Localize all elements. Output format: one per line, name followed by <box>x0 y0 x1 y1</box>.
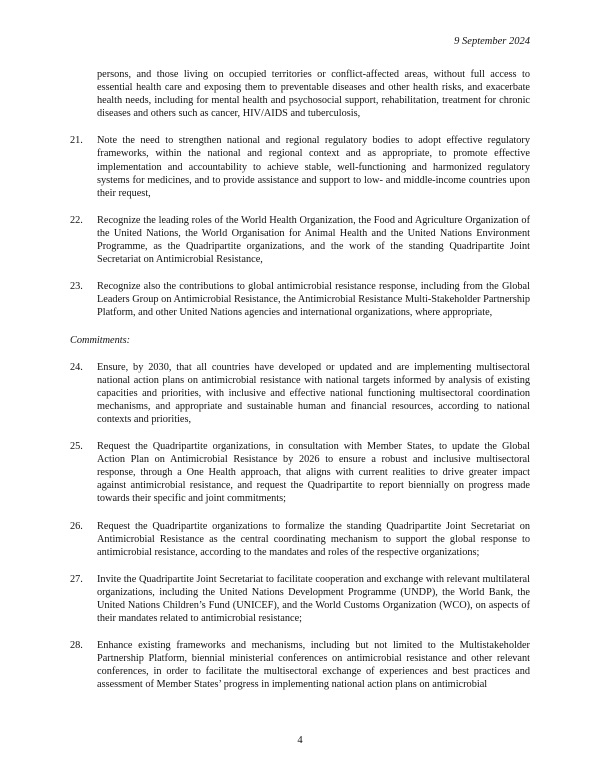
paragraph-27 <box>70 573 530 625</box>
paragraph-text: Recognize also the contributions to global antimicrobial resistance response, including from the Global Leaders Group on Antimicrobial Resistance, the Antimicrobial Resistance Multi-Stakeholder Partnership Platform, and other United Nations agencies and international organizations, where appropriate, <box>97 281 530 319</box>
paragraph-number: 25. <box>70 441 83 453</box>
paragraph-number: 26. <box>70 520 83 532</box>
paragraph-25 <box>70 440 530 505</box>
paragraph-number: 22. <box>70 214 83 226</box>
section-heading: Commitments: <box>70 334 131 346</box>
paragraph-24 <box>70 361 530 426</box>
paragraph-23 <box>70 280 530 319</box>
document-date: 9 September 2024 <box>454 36 530 47</box>
paragraph-text: Note the need to strengthen national and regional regulatory bodies to adopt effective regulatory frameworks, within the national and regional context and as appropriate, to promote effective implementation and accountability to achieve stable, well-functioning and harmonized regulatory systems for medicines, and to provide assistance and support to low- and middle-income countries upon their request, <box>97 135 530 199</box>
paragraph-text: Request the Quadripartite organizations to formalize the standing Quadripartite Joint Secretariat on Antimicrobial Resistance as the central coordinating mechanism to support the global response to antimicrobial resistance, according to the mandates and roles of the respective organizations; <box>97 520 530 558</box>
paragraph-22 <box>70 214 530 266</box>
paragraph-26 <box>70 520 530 559</box>
paragraph-text: Invite the Quadripartite Joint Secretariat to facilitate cooperation and exchange with relevant multilateral organizations, including the United Nations Development Programme (UNDP), the World Bank, the United Nations Children’s Fund (UNICEF), and the World Customs Organization (WCO), on aspects of their mandates related to antimicrobial resistance; <box>97 573 530 625</box>
continued-paragraph <box>70 68 530 120</box>
paragraph-text: Recognize the leading roles of the World Health Organization, the Food and Agriculture Organization of the United Nations, the World Organisation for Animal Health and the United Nations Environment Programme, as the Quadripartite organizations, and the work of the standing Quadripartite Joint Secretariat on Antimicrobial Resistance, <box>97 214 530 266</box>
paragraph-number: 23. <box>70 281 83 293</box>
paragraph-21 <box>70 134 530 199</box>
document-body <box>70 68 530 706</box>
paragraph-text: Request the Quadripartite organizations, in consultation with Member States, to update the Global Action Plan on Antimicrobial Resistance by 2026 to ensure a robust and inclusive multisectoral response, through a One Health approach, that aligns with current realities to drive greater impact against antimicrobial resistance, and request the Quadripartite to report biennially on progress made towards their specific and joint commitments; <box>97 441 530 505</box>
paragraph-text: Enhance existing frameworks and mechanisms, including but not limited to the Multistakeholder Partnership Platform, biennial ministerial conferences on antimicrobial resistance and other relevant conferences, in order to facilitate the multisectoral exchange of experiences and best practices and assessment of Member States’ progress in implementing national action plans on antimicrobial <box>97 640 530 691</box>
paragraph-number: 21. <box>70 135 83 147</box>
paragraph-number: 28. <box>70 640 83 652</box>
paragraph-28 <box>70 639 530 691</box>
page-number: 4 <box>297 735 303 746</box>
paragraph-text: persons, and those living on occupied territories or conflict-affected areas, without full access to essential health care and exposing them to preventable diseases and other health risks, and exacerbate health needs, including for mental health and psychosocial support, rehabilitation, treatment for chronic diseases and others such as cancer, HIV/AIDS and tuberculosis, <box>97 69 530 120</box>
paragraph-number: 27. <box>70 573 83 585</box>
paragraph-text: Ensure, by 2030, that all countries have developed or updated and are implementing multisectoral national action plans on antimicrobial resistance with national targets informed by analysis of existing capacities and priorities, with inclusive and effective national functioning multisectoral coordination mechanisms, and appropriate and sustainable human and financial resources, according to national contexts and priorities, <box>97 361 530 425</box>
paragraph-number: 24. <box>70 361 83 373</box>
